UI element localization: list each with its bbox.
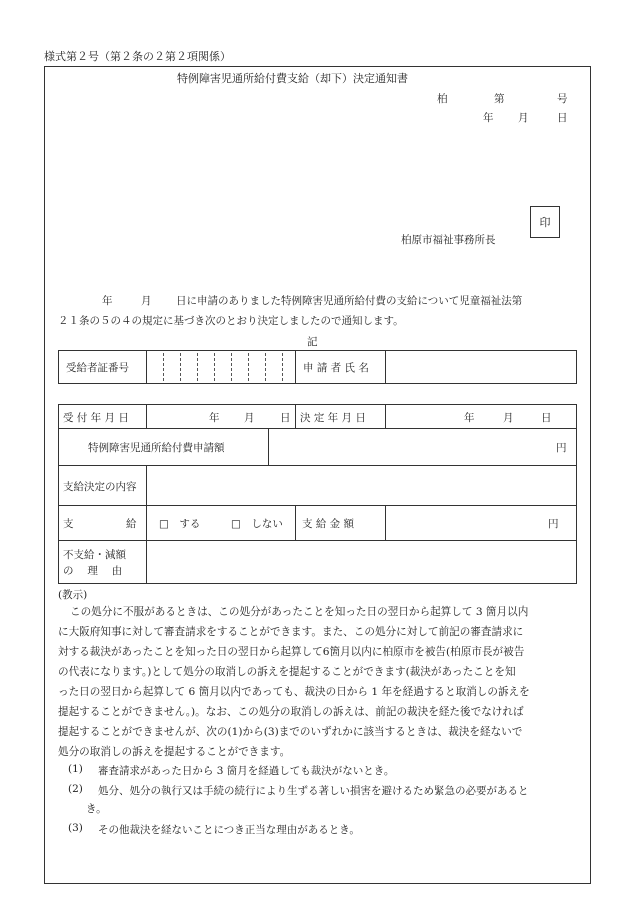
reason-label-line2: の 理 由 bbox=[63, 565, 123, 577]
decision-content-label: 支給決定の内容 bbox=[63, 481, 137, 493]
intro-month: 月 bbox=[141, 295, 152, 307]
doc-number-mid: 第 bbox=[494, 93, 505, 105]
id-digit-divider bbox=[180, 353, 181, 381]
instruction-line: の代表になります。)として処分の取消しの訴えを提起することができます(裁決があったことを知 bbox=[58, 666, 516, 678]
document-title: 特例障害児通所給付費支給（却下）決定通知書 bbox=[177, 72, 408, 85]
instruction-body bbox=[58, 602, 583, 762]
instruction-line: 対する裁決があったことを知った日の翌日から起算して6箇月以内に柏原市を被告(柏原市長が被告 bbox=[58, 646, 525, 658]
table2-col-line bbox=[146, 540, 147, 584]
id-digit-divider bbox=[214, 353, 215, 381]
received-day: 日 bbox=[280, 412, 291, 424]
item-number: (2) bbox=[68, 783, 83, 795]
received-month: 月 bbox=[244, 412, 255, 424]
applicant-name-label: 申 請 者 氏 名 bbox=[303, 362, 369, 374]
instruction-line: に大阪府知事に対して審査請求をすることができます。また、この処分に対して前記の審査請求に bbox=[58, 626, 524, 638]
doc-number-suffix: 号 bbox=[557, 93, 568, 105]
doc-number-prefix: 柏 bbox=[437, 93, 448, 105]
decision-month: 月 bbox=[503, 412, 514, 424]
id-digit-divider bbox=[231, 353, 232, 381]
issuer-name: 柏原市福祉事務所長 bbox=[401, 234, 496, 246]
item-number: (1) bbox=[68, 763, 83, 775]
recipient-id-label: 受給者証番号 bbox=[66, 362, 129, 374]
date-day: 日 bbox=[557, 112, 568, 124]
applied-amount-label: 特例障害児通所給付費申請額 bbox=[88, 442, 225, 454]
received-year: 年 bbox=[209, 412, 220, 424]
intro-text-line2: ２１条の５の４の規定に基づき次のとおり決定しましたので通知します。 bbox=[58, 315, 404, 327]
decision-date-label: 決 定 年 月 日 bbox=[300, 412, 366, 424]
seal-mark: 印 bbox=[539, 216, 551, 229]
decision-day: 日 bbox=[541, 412, 552, 424]
date-month: 月 bbox=[518, 112, 529, 124]
table2-row-line bbox=[58, 465, 577, 466]
decision-year: 年 bbox=[464, 412, 475, 424]
id-digit-divider bbox=[197, 353, 198, 381]
intro-year: 年 bbox=[102, 295, 113, 307]
id-digit-divider bbox=[282, 353, 283, 381]
form-id-label: 様式第２号（第２条の２第２項関係） bbox=[44, 50, 231, 63]
id-digit-divider bbox=[265, 353, 266, 381]
table2-row-line bbox=[58, 505, 577, 506]
decision-table bbox=[58, 404, 577, 584]
item-text: 審査請求があった日から 3 箇月を経過しても裁決がないとき。 bbox=[98, 765, 395, 777]
table1-divider-1 bbox=[146, 350, 147, 384]
payment-label: 支 給 bbox=[63, 518, 137, 530]
payment-option-no[interactable]: □ しない bbox=[231, 518, 283, 530]
payment-amount-yen: 円 bbox=[548, 518, 559, 530]
table1-divider-2 bbox=[295, 350, 296, 384]
date-year: 年 bbox=[483, 112, 494, 124]
id-digit-divider bbox=[248, 353, 249, 381]
instruction-line: 提起することができません。)。なお、この処分の取消しの訴えは、前記の裁決を経た後でなければ bbox=[58, 706, 524, 718]
reason-label-line1: 不支給・減額 bbox=[63, 549, 126, 561]
table1-divider-3 bbox=[385, 350, 386, 384]
applied-amount-yen: 円 bbox=[556, 442, 567, 454]
received-date-label: 受 付 年 月 日 bbox=[63, 412, 129, 424]
intro-text-line1: 日に申請のありました特例障害児通所給付費の支給について児童福祉法第 bbox=[176, 295, 523, 307]
table2-col-line bbox=[146, 505, 147, 540]
item-text: その他裁決を経ないことにつき正当な理由があるとき。 bbox=[98, 824, 360, 836]
instruction-line: 処分の取消しの訴えを提起することができます。 bbox=[58, 746, 291, 758]
payment-amount-label: 支 給 金 額 bbox=[302, 518, 355, 530]
table2-col-line bbox=[146, 465, 147, 505]
item-text: 処分、処分の執行又は手続の続行により生ずる著しい損害を避けるため緊急の必要があると bbox=[98, 785, 529, 797]
instruction-line: この処分に不服があるときは、この処分があったことを知った日の翌日から起算して 3 箇月以内 bbox=[70, 606, 529, 618]
table2-col-line bbox=[146, 404, 147, 428]
instruction-line: 提起することができませんが、次の(1)から(3)までのいずれかに該当するときは、裁決を経ないで bbox=[58, 726, 523, 738]
item-text-continuation: き。 bbox=[86, 803, 107, 815]
ki-label: 記 bbox=[307, 336, 318, 348]
table2-col-line bbox=[295, 505, 296, 540]
item-number: (3) bbox=[68, 822, 83, 834]
table2-col-line bbox=[385, 505, 386, 540]
instruction-heading: (教示) bbox=[58, 589, 88, 601]
table2-row-line bbox=[58, 428, 577, 429]
table2-col-line bbox=[385, 404, 386, 428]
table2-col-line bbox=[268, 428, 269, 465]
instruction-line: った日の翌日から起算して 6 箇月以内であっても、裁決の日から 1 年を経過すると取消しの訴えを bbox=[58, 686, 530, 698]
id-digit-divider bbox=[163, 353, 164, 381]
seal-box bbox=[530, 206, 560, 238]
table2-row-line bbox=[58, 540, 577, 541]
table2-col-line bbox=[295, 404, 296, 428]
payment-option-yes[interactable]: □ する bbox=[159, 518, 201, 530]
